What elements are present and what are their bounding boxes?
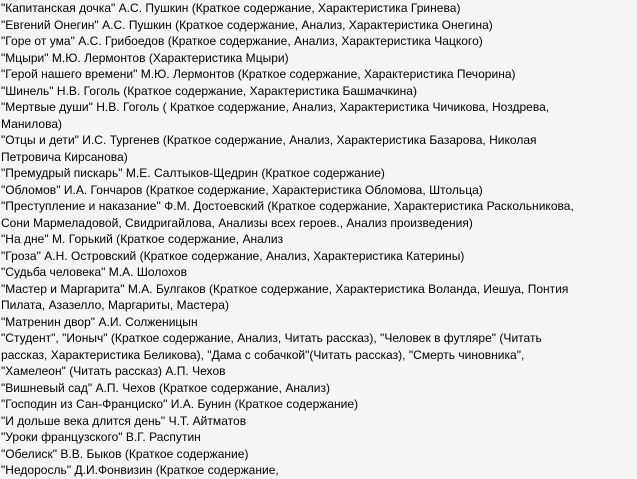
list-item xyxy=(1,83,637,100)
list-item-line: "Недоросль" Д.И.Фонвизин (Краткое содержание, xyxy=(1,463,279,477)
list-item-line: "Премудрый пискарь" М.Е. Салтыков-Щедрин (Краткое содержание) xyxy=(1,166,385,180)
list-item xyxy=(1,380,637,397)
list-item xyxy=(1,66,637,83)
list-item xyxy=(1,462,637,479)
list-item-line: "На дне" М. Горький (Краткое содержание, Анализ xyxy=(1,232,284,246)
list-item-line: "Отцы и дети" И.С. Тургенев (Краткое содержание, Анализ, Характеристика Базарова, Николая xyxy=(1,133,537,147)
list-item xyxy=(1,50,637,67)
list-item-line: Пилата, Азазелло, Маргариты, Мастера) xyxy=(1,298,229,312)
list-item-line: "Студент", "Ионыч" (Краткое содержание, Анализ, Читать рассказ), "Человек в футляре" (Читать xyxy=(1,331,542,345)
list-item xyxy=(1,264,637,281)
list-item-line: "Господин из Сан-Франциско" И.А. Бунин (Краткое содержание) xyxy=(1,397,359,411)
list-item xyxy=(1,17,637,34)
list-item xyxy=(1,413,637,430)
list-item-line: "Матренин двор" А.И. Солженицын xyxy=(1,314,198,329)
list-item xyxy=(1,182,637,199)
list-item xyxy=(1,446,637,463)
list-item-line: Манилова) xyxy=(1,116,63,131)
list-item xyxy=(1,396,637,413)
list-item xyxy=(1,198,637,231)
list-item xyxy=(1,248,637,265)
list-item-line: "Мертвые души" Н.В. Гоголь ( Краткое содержание, Анализ, Характеристика Чичикова, Ноздрева, xyxy=(1,100,550,114)
list-item-line: "Горе от ума" А.С. Грибоедов (Краткое содержание, Анализ, Характеристика Чацкого) xyxy=(1,34,483,48)
list-item xyxy=(1,330,637,380)
list-item xyxy=(1,99,637,132)
list-item-line: рассказ, Характеристика Беликова), "Дама с собачкой"(Читать рассказ), "Смерть чиновника", xyxy=(1,347,525,362)
list-item-line: "Гроза" А.Н. Островский (Краткое содержание, Анализ, Характеристика Катерины) xyxy=(1,248,465,263)
list-item-line: "Судьба человека" М.А. Шолохов xyxy=(1,265,188,279)
list-item-line: Сони Мармеладовой, Свидригайлова, Анализы всех героев., Анализ произведения) xyxy=(1,215,473,230)
list-item-line: "Преступление и наказание" Ф.М. Достоевский (Краткое содержание, Характеристика Раскольникова, xyxy=(1,199,574,213)
list-item-line: "Герой нашего времени" М.Ю. Лермонтов (Краткое содержание, Характеристика Печорина) xyxy=(1,67,516,81)
list-item-line: "Мцыри" М.Ю. Лермонтов (Характеристика Мцыри) xyxy=(1,50,289,65)
list-item-line: "Мастер и Маргарита" М.А. Булгаков (Краткое содержание, Характеристика Воланда, Иешуа, Понтия xyxy=(1,281,569,296)
list-item xyxy=(1,165,637,182)
list-item xyxy=(1,33,637,50)
list-item-line: "Шинель" Н.В. Гоголь (Краткое содержание, Характеристика Башмачкина) xyxy=(1,83,418,98)
list-item-line: "Хамелеон" (Читать рассказ) А.П. Чехов xyxy=(1,364,226,378)
list-item-line: "И дольше века длится день" Ч.Т. Айтматов xyxy=(1,413,247,428)
list-item xyxy=(1,314,637,331)
list-item xyxy=(1,231,637,248)
list-item xyxy=(1,429,637,446)
list-item-line: "Капитанская дочка" А.С. Пушкин (Краткое содержание, Характеристика Гринева) xyxy=(1,1,461,15)
list-item-line: "Вишневый сад" А.П. Чехов (Краткое содержание, Анализ) xyxy=(1,380,330,395)
list-item-line: Петровича Кирсанова) xyxy=(1,149,128,164)
list-item-line: "Евгений Онегин" А.С. Пушкин (Краткое содержание, Анализ, Характеристика Онегина) xyxy=(1,17,493,32)
list-item-line: "Обломов" И.А. Гончаров (Краткое содержание, Характеристика Обломова, Штольца) xyxy=(1,182,483,197)
list-item-line: "Обелиск" В.В. Быков (Краткое содержание) xyxy=(1,446,249,461)
list-item-line: "Уроки французского" В.Г. Распутин xyxy=(1,430,201,444)
list-item xyxy=(1,0,637,17)
list-item xyxy=(1,132,637,165)
list-item xyxy=(1,281,637,314)
